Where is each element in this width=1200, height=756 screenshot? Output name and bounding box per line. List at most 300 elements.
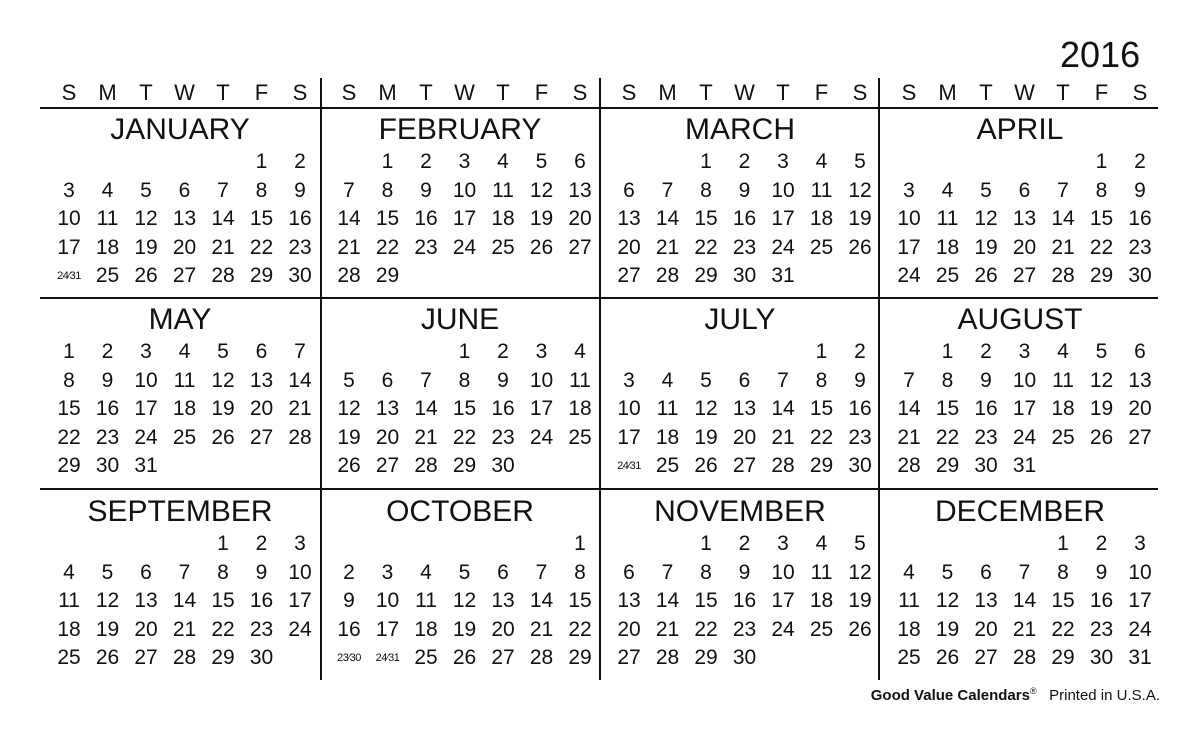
day-cell: 21: [771, 425, 795, 449]
day-cell: 2: [1134, 150, 1146, 173]
day-cell: 23: [1089, 617, 1114, 641]
day-cell: 15: [1051, 589, 1075, 612]
day-cell: 16: [414, 207, 438, 230]
day-cell: 5: [941, 560, 954, 584]
day-cell: 21: [288, 397, 312, 420]
weekday-label: M: [938, 80, 957, 105]
day-cell: 4: [63, 560, 75, 584]
day-cell: 13: [1128, 368, 1152, 392]
day-cell: 28: [897, 454, 921, 477]
day-cell: 22: [694, 235, 718, 259]
day-cell: 27: [732, 454, 757, 477]
day-cell: 21: [655, 617, 680, 641]
day-cell: 5: [140, 178, 152, 202]
month-name: APRIL: [976, 113, 1064, 146]
day-cell: 17: [452, 207, 477, 230]
day-cell: 21: [211, 235, 235, 259]
footer-note: Printed in U.S.A.: [1049, 687, 1160, 704]
day-cell: 11: [1052, 368, 1074, 392]
day-cell: 25: [1051, 425, 1075, 449]
day-cell: 3: [777, 150, 789, 173]
day-cell: 17: [375, 617, 400, 641]
day-cell: 3: [140, 340, 152, 363]
day-cell: 14: [172, 589, 197, 612]
day-cell: 15: [809, 397, 834, 420]
day-cell: 6: [140, 560, 152, 584]
day-cell: 17: [1128, 589, 1152, 612]
weekday-label: M: [658, 80, 677, 105]
day-cell: 18: [897, 617, 921, 641]
day-cell: 23: [732, 617, 757, 641]
day-cell: 20: [134, 617, 158, 641]
day-cell: 2: [854, 340, 866, 363]
month-may: [40, 302, 320, 482]
day-cell: 26: [848, 235, 872, 259]
day-cell: 10: [452, 178, 477, 202]
day-cell: 24: [134, 425, 158, 449]
day-cell: 20: [491, 617, 515, 641]
day-cell: 24⁄31: [57, 270, 81, 282]
weekday-label: T: [496, 80, 510, 105]
day-cell: 29: [809, 454, 834, 477]
day-cell: 21: [172, 617, 197, 641]
day-cell: 20: [617, 617, 641, 641]
day-cell: 2: [738, 532, 751, 555]
day-cell: 26: [95, 646, 120, 669]
day-cell: 27: [974, 646, 998, 669]
month-name: JUNE: [420, 303, 500, 336]
day-cell: 27: [1128, 425, 1152, 449]
day-cell: 26: [529, 235, 554, 259]
day-cell: 24⁄31: [617, 460, 641, 472]
day-cell: 29: [1051, 646, 1075, 669]
day-cell: 1: [63, 340, 75, 363]
day-cell: 6: [381, 368, 394, 392]
day-cell: 2: [497, 340, 509, 363]
day-cell: 23: [414, 235, 438, 259]
day-cell: 30: [288, 264, 312, 287]
day-cell: 14: [1012, 589, 1037, 612]
day-cell: 23: [732, 235, 757, 259]
day-cell: 30: [974, 454, 998, 477]
day-cell: 5: [535, 150, 548, 173]
day-cell: 27: [1012, 264, 1037, 287]
day-cell: 25: [897, 646, 921, 669]
day-cell: 22: [57, 425, 81, 449]
day-cell: 16: [288, 207, 312, 230]
day-cell: 23: [848, 425, 872, 449]
weekday-label: S: [852, 80, 868, 105]
day-cell: 22: [568, 617, 592, 641]
weekday-label: W: [454, 80, 475, 105]
month-february: [320, 112, 600, 292]
day-cell: 7: [420, 368, 432, 392]
day-cell: 24: [452, 235, 477, 259]
day-cell: 26: [848, 617, 872, 641]
day-cell: 4: [574, 340, 586, 363]
day-cell: 13: [249, 368, 274, 392]
day-cell: 30: [249, 646, 274, 669]
day-cell: 19: [848, 207, 872, 230]
weekday-label: M: [98, 80, 117, 105]
day-cell: 12: [134, 207, 158, 230]
day-cell: 29: [211, 646, 235, 669]
day-cell: 12: [95, 589, 120, 612]
day-cell: 31: [1128, 646, 1152, 669]
day-cell: 6: [178, 178, 191, 202]
day-cell: 6: [623, 178, 635, 202]
day-cell: 19: [1089, 397, 1114, 420]
day-cell: 18: [935, 235, 960, 259]
day-cell: 1: [941, 340, 954, 363]
day-cell: 25: [491, 235, 515, 259]
day-cell: 27: [568, 235, 592, 259]
day-cell: 16: [848, 397, 872, 420]
day-cell: 12: [848, 178, 872, 202]
day-cell: 11: [58, 589, 80, 612]
day-cell: 2: [420, 150, 432, 173]
day-cell: 10: [134, 368, 158, 392]
weekday-label: T: [776, 80, 790, 105]
day-cell: 16: [249, 589, 274, 612]
day-cell: 29: [57, 454, 81, 477]
day-cell: 7: [661, 178, 674, 202]
day-cell: 16: [491, 397, 515, 420]
day-cell: 27: [617, 264, 641, 287]
day-cell: 21: [655, 235, 680, 259]
day-cell: 24: [897, 264, 921, 287]
day-cell: 16: [337, 617, 361, 641]
day-cell: 21: [1051, 235, 1075, 259]
day-cell: 30: [491, 454, 515, 477]
day-cell: 25: [809, 617, 834, 641]
day-cell: 7: [903, 368, 915, 392]
day-cell: 13: [568, 178, 592, 202]
day-cell: 31: [1012, 454, 1037, 477]
month-january: [40, 112, 320, 292]
day-cell: 25: [172, 425, 197, 449]
day-cell: 4: [815, 150, 828, 173]
day-cell: 12: [529, 178, 554, 202]
day-cell: 11: [173, 368, 196, 392]
day-cell: 8: [458, 368, 471, 392]
day-cell: 15: [694, 207, 718, 230]
day-cell: 20: [732, 425, 757, 449]
day-cell: 22: [1089, 235, 1114, 259]
day-cell: 7: [1057, 178, 1069, 202]
day-cell: 26: [935, 646, 960, 669]
day-cell: 28: [655, 264, 680, 287]
day-cell: 18: [95, 235, 120, 259]
weekday-label: S: [1132, 80, 1148, 105]
day-cell: 10: [57, 207, 81, 230]
day-cell: 9: [294, 178, 306, 202]
day-cell: 28: [1051, 264, 1075, 287]
month-october: [320, 494, 600, 674]
day-cell: 25: [414, 646, 438, 669]
day-cell: 14: [771, 397, 795, 420]
registered-mark: ®: [1029, 686, 1037, 696]
day-cell: 28: [337, 264, 361, 287]
day-cell: 17: [529, 397, 554, 420]
day-cell: 25: [57, 646, 81, 669]
day-cell: 8: [815, 368, 828, 392]
day-cell: 22: [1051, 617, 1075, 641]
weekday-label: W: [174, 80, 195, 105]
day-cell: 28: [529, 646, 554, 669]
day-cell: 11: [492, 178, 514, 202]
day-cell: 9: [738, 560, 751, 584]
weekday-label: F: [814, 80, 829, 105]
day-cell: 4: [420, 560, 432, 584]
day-cell: 10: [529, 368, 554, 392]
weekday-label: F: [534, 80, 549, 105]
day-cell: 1: [1057, 532, 1069, 555]
day-cell: 3: [63, 178, 75, 202]
day-cell: 17: [771, 589, 795, 612]
day-cell: 22: [694, 617, 718, 641]
weekday-label: M: [378, 80, 397, 105]
day-cell: 12: [1089, 368, 1114, 392]
day-cell: 11: [810, 178, 833, 202]
day-cell: 17: [771, 207, 795, 230]
day-cell: 18: [172, 397, 197, 420]
day-cell: 26: [974, 264, 998, 287]
day-cell: 17: [897, 235, 921, 259]
weekday-label: T: [979, 80, 993, 105]
day-cell: 23⁄30: [337, 652, 361, 664]
day-cell: 1: [381, 150, 394, 173]
day-cell: 20: [375, 425, 400, 449]
day-cell: 10: [617, 397, 641, 420]
day-cell: 3: [458, 150, 471, 173]
weekday-label: F: [254, 80, 269, 105]
day-cell: 4: [661, 368, 674, 392]
day-cell: 21: [529, 617, 554, 641]
day-cell: 9: [1134, 178, 1146, 202]
day-cell: 8: [1057, 560, 1069, 584]
day-cell: 4: [497, 150, 509, 173]
day-cell: 15: [452, 397, 477, 420]
day-cell: 29: [1089, 264, 1114, 287]
day-cell: 14: [337, 207, 361, 230]
weekday-label: W: [734, 80, 755, 105]
day-cell: 18: [414, 617, 438, 641]
day-cell: 24: [1012, 425, 1037, 449]
day-cell: 12: [848, 560, 872, 584]
day-cell: 3: [623, 368, 635, 392]
day-cell: 19: [211, 397, 235, 420]
day-cell: 21: [337, 235, 361, 259]
day-cell: 1: [700, 150, 712, 173]
footer: [760, 686, 1160, 704]
day-cell: 30: [732, 646, 757, 669]
day-cell: 17: [57, 235, 81, 259]
day-cell: 10: [771, 560, 795, 584]
day-cell: 19: [452, 617, 477, 641]
day-cell: 18: [655, 425, 680, 449]
day-cell: 7: [661, 560, 674, 584]
day-cell: 12: [694, 397, 718, 420]
day-cell: 23: [95, 425, 120, 449]
day-cell: 1: [815, 340, 828, 363]
day-cell: 24: [771, 235, 795, 259]
day-cell: 10: [1012, 368, 1037, 392]
day-cell: 1: [458, 340, 471, 363]
day-cell: 23: [249, 617, 274, 641]
day-cell: 17: [617, 425, 641, 449]
day-cell: 31: [134, 454, 158, 477]
day-cell: 2: [343, 560, 355, 584]
day-cell: 11: [415, 589, 437, 612]
day-cell: 21: [414, 425, 438, 449]
month-name: OCTOBER: [386, 495, 534, 528]
day-cell: 21: [897, 425, 921, 449]
day-cell: 29: [375, 264, 400, 287]
day-cell: 26: [694, 454, 718, 477]
day-cell: 17: [134, 397, 158, 420]
day-cell: 3: [294, 532, 306, 555]
day-cell: 22: [249, 235, 274, 259]
day-cell: 17: [1012, 397, 1037, 420]
day-cell: 22: [375, 235, 400, 259]
day-cell: 13: [375, 397, 400, 420]
weekday-label: S: [621, 80, 637, 105]
day-cell: 23: [974, 425, 998, 449]
day-cell: 11: [810, 560, 833, 584]
day-cell: 7: [777, 368, 789, 392]
day-cell: 19: [935, 617, 960, 641]
day-cell: 3: [535, 340, 548, 363]
day-cell: 1: [255, 150, 268, 173]
day-cell: 30: [1089, 646, 1114, 669]
weekday-label: F: [1094, 80, 1109, 105]
month-name: MARCH: [685, 113, 795, 146]
day-cell: 20: [617, 235, 641, 259]
day-cell: 24: [1128, 617, 1152, 641]
day-cell: 20: [974, 617, 998, 641]
day-cell: 18: [809, 589, 834, 612]
day-cell: 9: [101, 368, 114, 392]
day-cell: 28: [1012, 646, 1037, 669]
weekday-label: T: [699, 80, 713, 105]
weekday-label: S: [572, 80, 588, 105]
day-cell: 23: [288, 235, 312, 259]
day-cell: 15: [211, 589, 235, 612]
day-cell: 12: [974, 207, 998, 230]
day-cell: 10: [1128, 560, 1152, 584]
day-cell: 20: [568, 207, 592, 230]
day-cell: 6: [1134, 340, 1146, 363]
day-cell: 26: [211, 425, 235, 449]
day-cell: 4: [101, 178, 114, 202]
month-name: JANUARY: [110, 113, 250, 146]
day-cell: 11: [936, 207, 959, 230]
day-cell: 8: [700, 178, 712, 202]
day-cell: 5: [854, 532, 866, 555]
month-june: [320, 302, 600, 482]
weekday-label: S: [292, 80, 308, 105]
day-cell: 31: [771, 264, 795, 287]
day-cell: 20: [172, 235, 197, 259]
day-cell: 9: [343, 589, 355, 612]
day-cell: 2: [294, 150, 306, 173]
day-cell: 23: [491, 425, 515, 449]
day-cell: 11: [569, 368, 591, 392]
day-cell: 6: [980, 560, 992, 584]
day-cell: 16: [1089, 589, 1114, 612]
day-cell: 14: [897, 397, 921, 420]
day-cell: 27: [491, 646, 515, 669]
day-cell: 3: [903, 178, 915, 202]
day-cell: 15: [568, 589, 592, 612]
day-cell: 14: [1051, 207, 1075, 230]
day-cell: 5: [854, 150, 866, 173]
day-cell: 10: [897, 207, 921, 230]
day-cell: 13: [617, 589, 641, 612]
day-cell: 8: [255, 178, 268, 202]
day-cell: 13: [974, 589, 998, 612]
day-cell: 8: [1095, 178, 1108, 202]
day-cell: 28: [414, 454, 438, 477]
day-cell: 10: [771, 178, 795, 202]
day-cell: 3: [1134, 532, 1146, 555]
day-cell: 26: [452, 646, 477, 669]
day-cell: 21: [1012, 617, 1037, 641]
day-cell: 19: [974, 235, 998, 259]
day-cell: 29: [694, 646, 718, 669]
day-cell: 28: [288, 425, 312, 449]
day-cell: 6: [497, 560, 509, 584]
day-cell: 15: [375, 207, 400, 230]
day-cell: 27: [375, 454, 400, 477]
weekday-label: W: [1014, 80, 1035, 105]
day-cell: 14: [414, 397, 438, 420]
day-cell: 12: [452, 589, 477, 612]
day-cell: 14: [529, 589, 554, 612]
month-march: [600, 112, 880, 292]
weekday-label: T: [1056, 80, 1070, 105]
day-cell: 27: [134, 646, 158, 669]
day-cell: 9: [497, 368, 509, 392]
day-cell: 5: [101, 560, 114, 584]
day-cell: 28: [655, 646, 680, 669]
month-august: [880, 302, 1160, 482]
day-cell: 9: [1095, 560, 1108, 584]
day-cell: 13: [134, 589, 158, 612]
day-cell: 5: [458, 560, 471, 584]
month-july: [600, 302, 880, 482]
day-cell: 3: [381, 560, 394, 584]
weekday-label: S: [61, 80, 77, 105]
day-cell: 9: [420, 178, 432, 202]
day-cell: 25: [809, 235, 834, 259]
day-cell: 25: [935, 264, 960, 287]
day-cell: 22: [809, 425, 834, 449]
day-cell: 30: [95, 454, 120, 477]
month-september: [40, 494, 320, 674]
day-cell: 16: [732, 207, 757, 230]
day-cell: 8: [941, 368, 954, 392]
day-cell: 30: [848, 454, 872, 477]
day-cell: 30: [732, 264, 757, 287]
day-cell: 16: [1128, 207, 1152, 230]
day-cell: 1: [574, 532, 586, 555]
day-cell: 11: [96, 207, 119, 230]
weekday-label: S: [901, 80, 917, 105]
day-cell: 23: [1128, 235, 1152, 259]
day-cell: 19: [848, 589, 872, 612]
